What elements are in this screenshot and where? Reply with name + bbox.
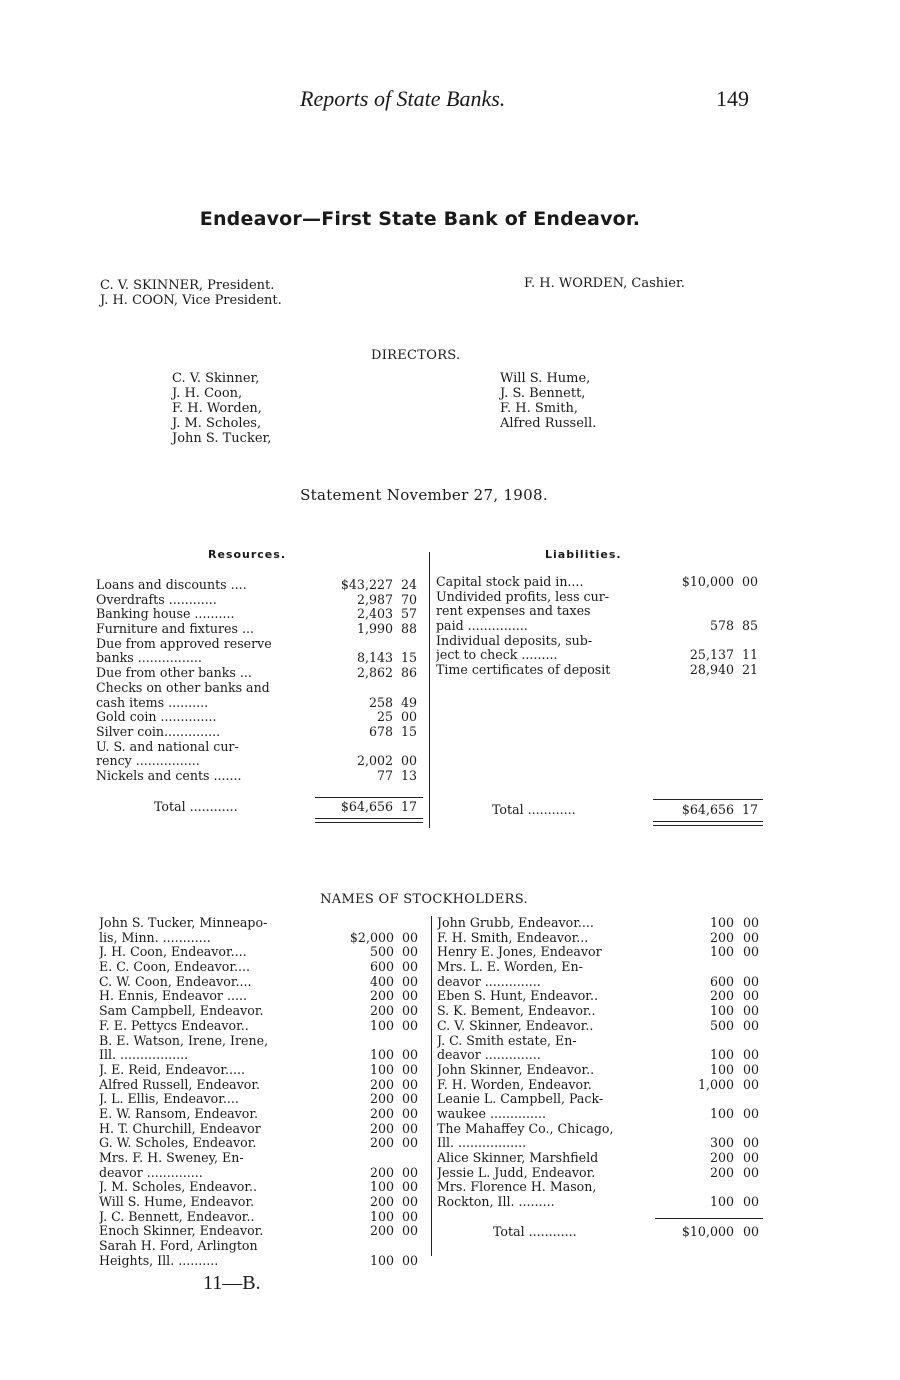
stockholder-row — [437, 1063, 767, 1078]
stockholder-row-label: John S. Tucker, Minneapo- — [99, 916, 268, 930]
stockholder-row-amount: 600 — [369, 959, 394, 975]
stockholder-row-amount: 200 — [369, 1194, 394, 1210]
stockholder-row-cents: 00 — [402, 988, 419, 1004]
stockholder-row — [99, 1239, 429, 1254]
stockholder-row-label: Henry E. Jones, Endeavor — [437, 945, 602, 960]
resources-total-rule-double — [315, 822, 423, 823]
resources-row — [96, 651, 426, 666]
stockholder-row-amount: 500 — [709, 1017, 734, 1033]
bank-title: Endeavor—First State Bank of Endeavor. — [199, 208, 641, 230]
liabilities-row-label: ject to check ......... — [436, 648, 558, 663]
resources-total-rule-bottom — [315, 818, 423, 819]
balance-column-divider — [429, 552, 430, 828]
stockholder-row-cents: 00 — [402, 959, 419, 975]
resources-row-label: Nickels and cents ....... — [96, 768, 242, 783]
stockholder-row-label: J. M. Scholes, Endeavor.. — [99, 1180, 257, 1195]
stockholder-row-amount: 200 — [369, 1223, 394, 1239]
liabilities-total-label: Total ............ — [492, 803, 576, 817]
stockholder-row — [99, 975, 429, 990]
stockholder-row-cents: 00 — [402, 1017, 419, 1033]
officers-right — [524, 276, 685, 291]
stockholder-row — [99, 1078, 429, 1093]
stockholder-row-label: J. C. Bennett, Endeavor.. — [99, 1209, 255, 1224]
resources-row-label: U. S. and national cur- — [96, 739, 239, 754]
stockholder-row-label: deavor .............. — [99, 1165, 203, 1180]
stockholders-total-rule — [655, 1218, 763, 1219]
resources-row-amount: 2,403 — [356, 606, 393, 622]
resources-table — [96, 578, 426, 784]
resources-row-cents: 15 — [401, 650, 418, 666]
stockholder-row — [99, 1210, 429, 1225]
stockholder-row — [437, 1078, 767, 1093]
officer-vice-president: J. H. COON, Vice President. — [100, 293, 282, 308]
stockholders-heading: NAMES OF STOCKHOLDERS. — [320, 892, 528, 907]
liabilities-row — [436, 575, 766, 590]
stockholder-row — [99, 1107, 429, 1122]
stockholders-total-label: Total ............ — [493, 1225, 577, 1239]
stockholder-row-amount: 500 — [369, 944, 394, 960]
stockholder-row-label: Ill. ................. — [437, 1136, 527, 1151]
stockholder-row-cents: 00 — [402, 1208, 419, 1224]
director-name: Alfred Russell. — [500, 416, 597, 431]
stockholder-row-amount: 200 — [369, 1091, 394, 1107]
resources-row — [96, 754, 426, 769]
stockholder-row-amount: 600 — [709, 973, 734, 989]
directors-heading: DIRECTORS. — [371, 348, 461, 363]
stockholder-row-amount: 200 — [369, 1120, 394, 1136]
stockholder-row — [99, 1136, 429, 1151]
resources-row — [96, 666, 426, 681]
stockholder-row-amount: 300 — [709, 1135, 734, 1151]
resources-row-cents: 70 — [401, 591, 418, 607]
liabilities-row-label: Capital stock paid in.... — [436, 575, 584, 589]
stockholder-row — [99, 1092, 429, 1107]
stockholders-left-table — [99, 916, 429, 1269]
resources-row-label: Banking house .......... — [96, 607, 235, 622]
resources-row-cents: 57 — [401, 606, 418, 622]
stockholder-row-amount: 200 — [369, 988, 394, 1004]
stockholder-row-label: J. H. Coon, Endeavor.... — [99, 945, 247, 960]
resources-row-amount: 8,143 — [356, 650, 393, 666]
resources-row-amount: 25 — [376, 709, 393, 725]
director-name: J. S. Bennett, — [500, 386, 586, 401]
liabilities-row-cents: 21 — [742, 662, 759, 678]
stockholder-row-label: John Skinner, Endeavor.. — [437, 1062, 595, 1077]
resources-row — [96, 696, 426, 711]
stockholder-row-cents: 00 — [402, 1223, 419, 1239]
stockholder-row — [99, 1254, 429, 1269]
stockholder-row-label: J. C. Smith estate, En- — [437, 1033, 577, 1048]
stockholder-row-label: Alfred Russell, Endeavor. — [99, 1077, 261, 1092]
stockholder-row — [99, 1004, 429, 1019]
stockholder-row-amount: 100 — [369, 1179, 394, 1195]
liabilities-row — [436, 590, 766, 605]
stockholder-row-label: S. K. Bement, Endeavor.. — [437, 1004, 596, 1019]
stockholder-row-cents: 00 — [402, 1091, 419, 1107]
resources-row — [96, 607, 426, 622]
resources-row — [96, 740, 426, 755]
stockholder-row — [99, 960, 429, 975]
stockholder-row — [437, 960, 767, 975]
resources-row-label: cash items .......... — [96, 695, 209, 710]
liabilities-total-rule-top — [653, 799, 763, 800]
stockholder-row — [437, 1107, 767, 1122]
stockholder-row-cents: 00 — [402, 1047, 419, 1063]
stockholders-column-divider — [431, 916, 432, 1256]
stockholder-row — [99, 1195, 429, 1210]
stockholder-row-cents: 00 — [402, 1061, 419, 1077]
officer-cashier: F. H. WORDEN, Cashier. — [524, 276, 685, 291]
stockholder-row — [437, 916, 767, 931]
directors-right-list — [500, 371, 596, 431]
stockholder-row-label: J. E. Reid, Endeavor..... — [99, 1062, 245, 1077]
stockholder-row-cents: 00 — [402, 1194, 419, 1210]
stockholder-row — [99, 1122, 429, 1137]
stockholder-row-amount: 100 — [709, 1061, 734, 1077]
stockholder-row-label: Alice Skinner, Marshfield — [437, 1151, 599, 1165]
stockholder-row-label: Enoch Skinner, Endeavor. — [99, 1224, 264, 1239]
stockholder-row-amount: 1,000 — [697, 1076, 734, 1092]
stockholder-row — [437, 1136, 767, 1151]
resources-total-row — [96, 800, 426, 815]
liabilities-row-label: rent expenses and taxes — [436, 604, 591, 619]
stockholder-row-cents: 00 — [743, 1194, 760, 1210]
liabilities-row — [436, 648, 766, 663]
stockholder-row-cents: 00 — [402, 1120, 419, 1136]
resources-row-label: Overdrafts ............ — [96, 592, 217, 607]
stockholder-row-amount: 200 — [369, 1135, 394, 1151]
stockholder-row — [99, 1166, 429, 1181]
liabilities-total-amount: $64,656 — [681, 802, 734, 817]
liabilities-row-cents: 85 — [742, 618, 759, 634]
stockholder-row — [99, 989, 429, 1004]
stockholder-row-cents: 00 — [743, 1164, 760, 1180]
stockholder-row-cents: 00 — [402, 929, 419, 945]
stockholder-row-cents: 00 — [402, 1179, 419, 1195]
stockholder-row — [99, 1224, 429, 1239]
resources-row-label: Due from approved reserve — [96, 636, 272, 651]
stockholder-row-amount: 200 — [369, 1164, 394, 1180]
resources-row — [96, 578, 426, 593]
stockholder-row-label: Will S. Hume, Endeavor. — [99, 1195, 255, 1210]
stockholder-row-amount: 200 — [369, 1105, 394, 1121]
stockholder-row-amount: 100 — [369, 1047, 394, 1063]
resources-row — [96, 710, 426, 725]
director-name: F. H. Worden, — [172, 401, 262, 416]
resources-row — [96, 637, 426, 652]
stockholder-row-amount: 200 — [369, 1003, 394, 1019]
liabilities-row-amount: 578 — [709, 618, 734, 634]
stockholder-row-amount: 100 — [709, 1194, 734, 1210]
resources-heading: Resources. — [208, 548, 286, 561]
stockholder-row — [437, 1195, 767, 1210]
stockholder-row-label: Rockton, Ill. ......... — [437, 1195, 555, 1210]
director-name: C. V. Skinner, — [172, 371, 260, 386]
stockholder-row-cents: 00 — [743, 1003, 760, 1019]
liabilities-row-cents: 00 — [742, 574, 759, 589]
stockholder-row-cents: 00 — [402, 1252, 419, 1268]
stockholder-row-cents: 00 — [743, 973, 760, 989]
liabilities-total-row — [436, 803, 766, 818]
stockholders-total-row — [437, 1225, 767, 1240]
resources-row-amount: $43,227 — [340, 577, 393, 592]
director-name: John S. Tucker, — [172, 431, 272, 446]
stockholder-row-amount: 200 — [709, 1150, 734, 1165]
stockholder-row-cents: 00 — [743, 929, 760, 945]
stockholder-row — [437, 1004, 767, 1019]
resources-row — [96, 769, 426, 784]
resources-row-amount: 1,990 — [356, 621, 393, 637]
stockholder-row-cents: 00 — [743, 1150, 760, 1165]
liabilities-row-amount: 25,137 — [689, 647, 734, 663]
officers-left — [100, 278, 282, 308]
resources-row-cents: 49 — [401, 694, 418, 710]
stockholder-row — [437, 1048, 767, 1063]
stockholder-row — [437, 1034, 767, 1049]
stockholder-row-label: Jessie L. Judd, Endeavor. — [437, 1165, 596, 1180]
stockholder-row-cents: 00 — [743, 1135, 760, 1151]
stockholder-row — [99, 1151, 429, 1166]
stockholder-row-label: B. E. Watson, Irene, Irene, — [99, 1033, 269, 1048]
stockholder-row-amount: 100 — [709, 915, 734, 930]
stockholder-row-label: J. L. Ellis, Endeavor.... — [99, 1092, 239, 1107]
resources-row-label: Furniture and fixtures ... — [96, 622, 254, 637]
stockholder-row-amount: 100 — [369, 1252, 394, 1268]
stockholder-row-cents: 00 — [743, 944, 760, 960]
director-name: F. H. Smith, — [500, 401, 578, 416]
resources-row-cents: 88 — [401, 621, 418, 637]
stockholder-row-cents: 00 — [743, 988, 760, 1004]
stockholder-row-label: Sarah H. Ford, Arlington — [99, 1239, 258, 1254]
liabilities-total-cents: 17 — [742, 802, 759, 817]
stockholder-row-amount: 100 — [709, 1003, 734, 1019]
resources-row-label: Loans and discounts .... — [96, 578, 247, 592]
director-name: J. H. Coon, — [172, 386, 243, 401]
liabilities-row-cents: 11 — [742, 647, 759, 663]
stockholder-row-cents: 00 — [402, 1105, 419, 1121]
stockholders-total-cents: 00 — [743, 1224, 760, 1239]
stockholder-row-amount: 200 — [709, 1164, 734, 1180]
liabilities-table — [436, 575, 766, 678]
liabilities-row-label: Undivided profits, less cur- — [436, 589, 609, 604]
stockholder-row — [437, 975, 767, 990]
stockholder-row-cents: 00 — [743, 1105, 760, 1121]
resources-row — [96, 622, 426, 637]
resources-row-label: Silver coin.............. — [96, 724, 221, 739]
stockholder-row-label: Mrs. F. H. Sweney, En- — [99, 1151, 244, 1165]
stockholder-row — [99, 1019, 429, 1034]
resources-total-amount: $64,656 — [340, 799, 393, 814]
stockholder-row-cents: 00 — [743, 1017, 760, 1033]
resources-row-amount: 678 — [368, 723, 393, 739]
stockholder-row-label: Mrs. L. E. Worden, En- — [437, 960, 583, 975]
stockholder-row-cents: 00 — [743, 1061, 760, 1077]
stockholder-row-label: F. H. Smith, Endeavor... — [437, 930, 589, 945]
resources-row-cents: 15 — [401, 723, 418, 739]
stockholder-row-label: E. C. Coon, Endeavor.... — [99, 960, 250, 975]
page-number: 149 — [716, 86, 749, 111]
directors-left-list — [172, 371, 271, 446]
stockholder-row-label: Eben S. Hunt, Endeavor.. — [437, 989, 598, 1004]
stockholder-row-label: F. H. Worden, Endeavor. — [437, 1077, 592, 1092]
stockholder-row-amount: 200 — [709, 988, 734, 1004]
stockholder-row — [99, 1048, 429, 1063]
resources-row-label: Due from other banks ... — [96, 666, 252, 681]
stockholder-row-label: John Grubb, Endeavor.... — [437, 916, 594, 930]
resources-total-label: Total ............ — [154, 800, 238, 814]
stockholder-row-cents: 00 — [402, 1135, 419, 1151]
liabilities-total-rule-double — [653, 825, 763, 826]
liabilities-heading: Liabilities. — [545, 548, 622, 561]
stockholder-row — [437, 1092, 767, 1107]
liabilities-row-amount: $10,000 — [681, 574, 734, 589]
stockholder-row-label: C. V. Skinner, Endeavor.. — [437, 1018, 594, 1033]
stockholder-row — [437, 931, 767, 946]
resources-row-label: rency ................ — [96, 754, 200, 769]
resources-total-cents: 17 — [401, 799, 418, 814]
resources-row — [96, 681, 426, 696]
resources-total-rule-top — [315, 797, 423, 798]
stockholder-row — [99, 916, 429, 931]
stockholder-row-label: deavor .............. — [437, 974, 541, 989]
stockholders-total-amount: $10,000 — [681, 1224, 734, 1239]
stockholder-row-amount: 100 — [709, 1047, 734, 1063]
stockholder-row-label: The Mahaffey Co., Chicago, — [437, 1121, 614, 1136]
liabilities-row-label: paid ............... — [436, 619, 528, 634]
stockholder-row — [437, 1151, 767, 1166]
resources-row-amount: 258 — [368, 694, 393, 710]
stockholder-row-cents: 00 — [402, 1164, 419, 1180]
stockholders-right-table — [437, 916, 767, 1210]
stockholder-row-label: H. Ennis, Endeavor ..... — [99, 989, 247, 1004]
stockholder-row-amount: 100 — [369, 1061, 394, 1077]
stockholder-row-cents: 00 — [402, 1003, 419, 1019]
resources-row-label: banks ................ — [96, 651, 202, 666]
resources-row-cents: 00 — [401, 709, 418, 725]
stockholder-row-label: H. T. Churchill, Endeavor — [99, 1121, 261, 1136]
stockholder-row — [437, 1122, 767, 1137]
stockholder-row-amount: 200 — [709, 929, 734, 945]
stockholder-row-amount: 200 — [369, 1076, 394, 1092]
stockholder-row-label: Sam Campbell, Endeavor. — [99, 1004, 264, 1019]
stockholder-row — [437, 1166, 767, 1181]
resources-row-label: Gold coin .............. — [96, 710, 217, 725]
resources-row — [96, 593, 426, 608]
resources-row-amount: 2,862 — [356, 665, 393, 681]
director-name: J. M. Scholes, — [172, 416, 262, 431]
stockholder-row — [99, 1034, 429, 1049]
stockholder-row-amount: 100 — [369, 1208, 394, 1224]
resources-row-amount: 77 — [376, 767, 393, 783]
stockholder-row-label: G. W. Scholes, Endeavor. — [99, 1136, 257, 1151]
stockholder-row — [437, 1180, 767, 1195]
stockholder-row — [437, 1019, 767, 1034]
stockholder-row-label: F. E. Pettycs Endeavor.. — [99, 1018, 249, 1033]
director-name: Will S. Hume, — [500, 371, 591, 386]
officer-president: C. V. SKINNER, President. — [100, 278, 275, 293]
liabilities-row — [436, 663, 766, 678]
liabilities-row-label: Time certificates of deposit — [436, 663, 611, 678]
stockholder-row-amount: 100 — [369, 1017, 394, 1033]
stockholder-row-label: lis, Minn. ............ — [99, 930, 211, 945]
resources-row-cents: 00 — [401, 753, 418, 769]
stockholder-row-amount: 100 — [709, 944, 734, 960]
signature-mark: 11—B. — [203, 1272, 261, 1294]
statement-title: Statement November 27, 1908. — [300, 486, 548, 504]
liabilities-total-rule-bottom — [653, 821, 763, 822]
stockholder-row-cents: 00 — [402, 1076, 419, 1092]
stockholder-row-amount: 100 — [709, 1105, 734, 1121]
stockholder-row-cents: 00 — [743, 915, 760, 930]
liabilities-row — [436, 619, 766, 634]
resources-row-amount: 2,002 — [356, 753, 393, 769]
stockholder-row — [437, 989, 767, 1004]
stockholder-row-label: E. W. Ransom, Endeavor. — [99, 1106, 258, 1121]
stockholder-row — [99, 1063, 429, 1078]
stockholder-row-label: C. W. Coon, Endeavor.... — [99, 974, 252, 989]
stockholder-row-label: waukee .............. — [437, 1106, 546, 1121]
liabilities-row-amount: 28,940 — [689, 662, 734, 678]
resources-row — [96, 725, 426, 740]
stockholder-row-amount: 400 — [369, 973, 394, 989]
stockholder-row-cents: 00 — [743, 1047, 760, 1063]
resources-row-amount: 2,987 — [356, 591, 393, 607]
stockholder-row-cents: 00 — [402, 973, 419, 989]
resources-row-cents: 86 — [401, 665, 418, 681]
stockholder-row-label: Heights, Ill. .......... — [99, 1253, 219, 1268]
resources-row-label: Checks on other banks and — [96, 680, 270, 695]
stockholder-row-amount: $2,000 — [349, 929, 394, 945]
stockholder-row — [99, 931, 429, 946]
stockholder-row-label: Leanie L. Campbell, Pack- — [437, 1092, 604, 1107]
resources-row-cents: 13 — [401, 767, 418, 783]
stockholder-row — [437, 945, 767, 960]
stockholder-row-cents: 00 — [743, 1076, 760, 1092]
stockholder-row — [99, 945, 429, 960]
stockholder-row-label: Ill. ................. — [99, 1048, 189, 1063]
stockholder-row-label: Mrs. Florence H. Mason, — [437, 1180, 597, 1195]
resources-row-cents: 24 — [401, 577, 418, 592]
liabilities-row — [436, 634, 766, 649]
stockholder-row-cents: 00 — [402, 944, 419, 960]
stockholder-row-label: deavor .............. — [437, 1048, 541, 1063]
running-title: Reports of State Banks. — [300, 86, 506, 111]
liabilities-row-label: Individual deposits, sub- — [436, 633, 593, 648]
stockholder-row — [99, 1180, 429, 1195]
liabilities-row — [436, 604, 766, 619]
